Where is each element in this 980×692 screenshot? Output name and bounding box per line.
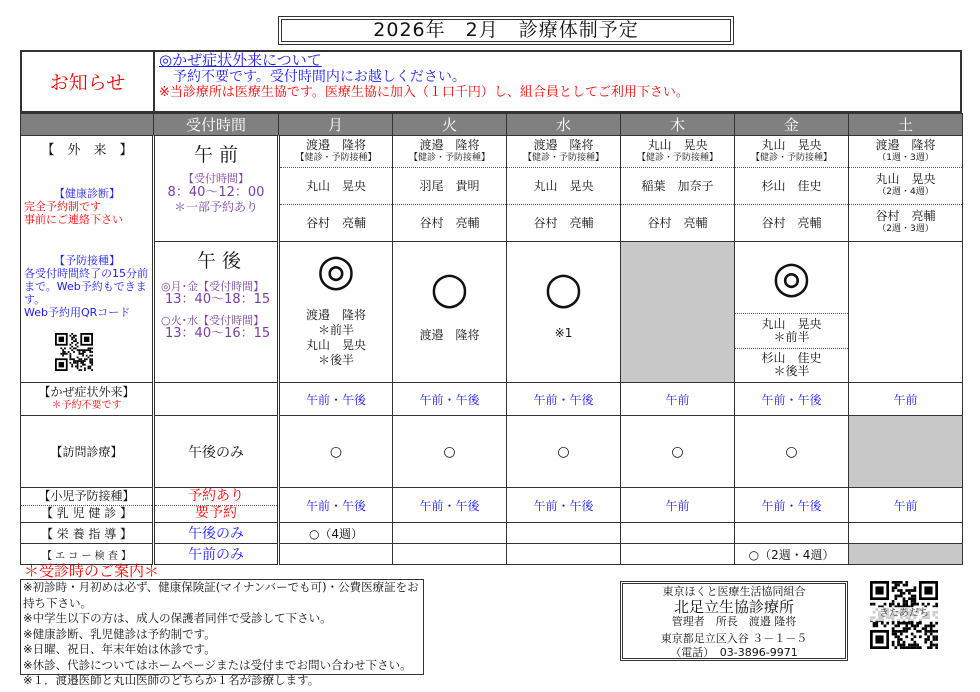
doctor-name: 渡邉 隆将: [419, 137, 480, 152]
doctor-note: 【健診・予防接種】: [522, 152, 604, 163]
echo-row: [21, 544, 963, 565]
pm-mon-note1: ＊前半: [317, 323, 354, 337]
doctor-name: 渡邉 隆将: [305, 137, 366, 152]
guide-line: ※休診、代診についてはホームページまたは受付までお問い合わせ下さい。: [23, 657, 412, 672]
am-doctor-slot: [735, 205, 848, 241]
cold-fri: 午前・午後: [735, 383, 849, 416]
cold-mon: 午前・午後: [279, 383, 393, 416]
guide-line: ※日曜、祝日、年末年始は休診です。: [23, 642, 216, 656]
infant-checkup-label: 【 乳 児 健 診 】: [40, 506, 133, 521]
pm-tue-doctor: 渡邉 隆将: [419, 327, 480, 342]
echo-time: 午前のみ: [154, 544, 279, 565]
pm-mf-title: ◎月･金【受付時間】: [161, 280, 265, 293]
guide-line: ※１．渡邉医師と丸山医師のどちらか１名が診療します。: [23, 673, 320, 687]
doctor-name: 丸山 晃央: [761, 137, 822, 152]
doctor-name: 丸山 晃央: [647, 137, 708, 152]
page-title: 2026年 2月 診療体制予定: [278, 16, 734, 45]
clinic-address: 東京都足立区入谷 ３－１－５: [660, 632, 808, 645]
pm-fri-doctor2: 杉山 佳史: [761, 351, 822, 366]
pm-mon-cell: [279, 242, 393, 383]
doctor-note: 【健診・予防接種】: [750, 152, 832, 163]
nutrition-mon: ○（4週）: [279, 523, 393, 544]
checkup-title: 【健康診断】: [54, 187, 120, 200]
am-thu-cell: [621, 136, 735, 242]
nutrition-label: 【 栄 養 指 導 】: [21, 523, 154, 544]
visit-wed: ○: [507, 416, 621, 488]
am-time-cell: [154, 136, 279, 242]
pm-thu-cell: [621, 242, 735, 383]
pm-fri-doctor1: 丸山 晃央: [761, 316, 822, 331]
echo-fri: ○（2週・4週）: [735, 544, 849, 565]
doctor-name: 稲葉 加奈子: [641, 178, 714, 193]
visit-label: 【訪問診療】: [21, 416, 154, 488]
am-doctor-slot: [393, 136, 506, 168]
am-doctor-slot: [393, 168, 506, 205]
nutrition-row: [21, 523, 963, 544]
header-fri: 金: [735, 114, 849, 136]
visit-fri: ○: [735, 416, 849, 488]
clinic-org: 東京ほくと医療生活協同組合: [662, 585, 806, 598]
pm-wed-cell: [507, 242, 621, 383]
qr-label: Web予約用QRコード: [24, 306, 131, 319]
schedule-table: [20, 113, 963, 565]
header-wed: 水: [507, 114, 621, 136]
visit-time: 午後のみ: [154, 416, 279, 488]
am-mon-cell: [279, 136, 393, 242]
pm-row: [21, 242, 963, 383]
notice-line1: ◎かぜ症状外来について: [159, 51, 322, 69]
doctor-name: 丸山 晃央: [875, 172, 936, 186]
visit-mon: ○: [279, 416, 393, 488]
clinic-admin: 管理者 所長 渡邉 隆将: [671, 615, 797, 628]
pm-fri-note2: ＊後半: [773, 364, 810, 379]
doctor-name: 谷村 亮輔: [305, 215, 366, 230]
checkup-note2: 事前にご連絡下さい: [24, 213, 123, 226]
header-time: 受付時間: [154, 114, 279, 136]
header-blank: [21, 114, 154, 136]
am-fri-cell: [735, 136, 849, 242]
pm-tue-cell: [393, 242, 507, 383]
vacc-note: 各受付時間終了の15分前まで。Web予約もできます。: [24, 267, 148, 306]
child-fri: 午前・午後: [735, 488, 849, 523]
am-label: 午 前: [193, 144, 239, 166]
child-tue: 午前・午後: [393, 488, 507, 523]
cold-note: ＊予約不要です: [51, 400, 122, 411]
am-doctor-slot: [849, 136, 962, 168]
nutrition-time: 午後のみ: [154, 523, 279, 544]
doctor-name: 谷村 亮輔: [761, 215, 822, 230]
pm-mon-doctor1: 渡邉 隆将: [305, 308, 366, 322]
cold-sat: 午前: [849, 383, 963, 416]
am-doctor-slot: [507, 168, 620, 205]
cold-wed: 午前・午後: [507, 383, 621, 416]
echo-label: 【 エ コ ー 検 査 】: [21, 544, 154, 565]
doctor-name: 渡邉 隆将: [533, 137, 594, 152]
clinic-name: 北足立生協診療所: [673, 598, 794, 616]
doctor-name: 丸山 晃央: [533, 178, 594, 193]
clinic-info-box: [620, 581, 848, 661]
pm-wed-doctor: ※1: [554, 325, 573, 340]
notice-line2: 予約不要です。受付時間内にお越しください。: [159, 69, 466, 85]
guide-box: [20, 579, 424, 687]
doctor-note: 【健診・予防接種】: [636, 152, 718, 163]
am-row: [21, 136, 963, 242]
cold-time-cell: [154, 383, 279, 416]
header-sat: 土: [849, 114, 963, 136]
am-doctor-slot: [507, 205, 620, 241]
am-doctor-slot: [280, 136, 392, 168]
am-doctor-slot: [621, 136, 734, 168]
child-vacc-label: 【小児予防接種】: [21, 488, 152, 506]
am-doctor-slot: [849, 205, 962, 241]
guide-line: ※中学生以下の方は、成人の保護者同伴で受診して下さい。: [23, 611, 332, 625]
doctor-name: 谷村 亮輔: [419, 215, 480, 230]
am-doctor-slot: [621, 205, 734, 241]
child-label-cell: [21, 488, 154, 523]
circle-icon: ○: [430, 262, 469, 314]
doctor-name: 谷村 亮輔: [533, 215, 594, 230]
am-doctor-slot: [621, 168, 734, 205]
am-doctor-slot: [280, 168, 392, 205]
doctor-name: 渡邉 隆将: [875, 137, 936, 152]
header-thu: 木: [621, 114, 735, 136]
doctor-note: （1週・3週）: [877, 152, 934, 163]
doctor-note: （2週・4週）: [877, 187, 934, 197]
doctor-note: 【健診・予防接種】: [295, 152, 377, 163]
am-wed-cell: [507, 136, 621, 242]
am-note: ＊一部予約あり: [173, 200, 258, 214]
pm-label: 午 後: [196, 250, 242, 272]
am-doctor-slot: [735, 168, 848, 205]
doctor-name: 杉山 佳史: [761, 178, 822, 193]
am-doctor-slot: [280, 205, 392, 241]
am-doctor-slot: [735, 136, 848, 168]
am-time-title: 【受付時間】: [183, 172, 249, 185]
web-reservation-qr-code[interactable]: [55, 333, 93, 371]
guide-line: ※健康診断、乳児健診は予約制です。: [23, 626, 216, 641]
cold-label-cell: [21, 383, 154, 416]
clinic-phone: （電話） 03-3896-9971: [670, 646, 798, 659]
child-sat: 午前: [849, 488, 963, 523]
visit-sat: [849, 416, 963, 488]
notice-box: [20, 50, 962, 113]
pm-mon-note2: ＊後半: [317, 353, 354, 367]
doctor-note: （2週・3週）: [877, 224, 934, 234]
cold-row: [21, 383, 963, 416]
child-thu: 午前: [621, 488, 735, 523]
am-sat-cell: [849, 136, 963, 242]
notice-label: お知らせ: [22, 52, 155, 111]
child-mon: 午前・午後: [279, 488, 393, 523]
doctor-name: 谷村 亮輔: [875, 209, 936, 223]
pm-mf-time: 13：40〜18：15: [165, 292, 271, 307]
double-circle-icon: ◎: [316, 245, 356, 296]
child-t2: 要予約: [195, 505, 237, 522]
visit-thu: ○: [621, 416, 735, 488]
guide-line: ※初診時・月初めは必ず、健康保険証(マイナンバーでも可)・公費医療証をお持ち下さい。: [23, 580, 419, 610]
am-time: 8：40〜12：00: [167, 185, 265, 200]
header-row: [21, 114, 963, 136]
am-doctor-slot: [393, 205, 506, 241]
doctor-name: 羽尾 貴明: [419, 178, 480, 193]
checkup-note1: 完全予約制です: [24, 200, 101, 213]
double-circle-icon: ◎: [772, 251, 811, 303]
doctor-note: 【健診・予防接種】: [408, 152, 490, 163]
child-time-cell: [154, 488, 279, 523]
pm-tw-title: ○火･水【受付時間】: [161, 314, 265, 327]
outpatient-label: 【 外 来 】: [41, 143, 133, 158]
am-tue-cell: [393, 136, 507, 242]
pm-sat-cell: [849, 242, 963, 383]
am-doctor-slot: [507, 136, 620, 168]
header-mon: 月: [279, 114, 393, 136]
doctor-name: 谷村 亮輔: [647, 215, 708, 230]
child-row: [21, 488, 963, 523]
notice-line3: ※当診療所は医療生協です。医療生協に加入（１口千円）し、組合員としてご利用下さい。: [159, 85, 689, 100]
cold-thu: 午前: [621, 383, 735, 416]
child-t1: 予約あり: [155, 488, 277, 506]
am-doctor-slot: [849, 168, 962, 205]
pm-time-cell: [154, 242, 279, 383]
cold-label: 【かぜ症状外来】: [38, 385, 135, 399]
cold-tue: 午前・午後: [393, 383, 507, 416]
pm-mon-doctor2: 丸山 晃央: [305, 338, 366, 352]
header-tue: 火: [393, 114, 507, 136]
vacc-title: 【予防接種】: [54, 254, 120, 267]
child-wed: 午前・午後: [507, 488, 621, 523]
qr-overlay-text: きたあだち: [869, 607, 939, 621]
pm-tw-time: 13：40〜16：15: [165, 326, 271, 341]
guide-title: ＊受診時のご案内＊: [24, 562, 160, 580]
pm-fri-cell: [735, 242, 849, 383]
visit-tue: ○: [393, 416, 507, 488]
pm-fri-note1: ＊前半: [773, 329, 810, 344]
visit-row: [21, 416, 963, 488]
circle-icon: ○: [544, 262, 583, 314]
doctor-name: 丸山 晃央: [305, 178, 366, 193]
